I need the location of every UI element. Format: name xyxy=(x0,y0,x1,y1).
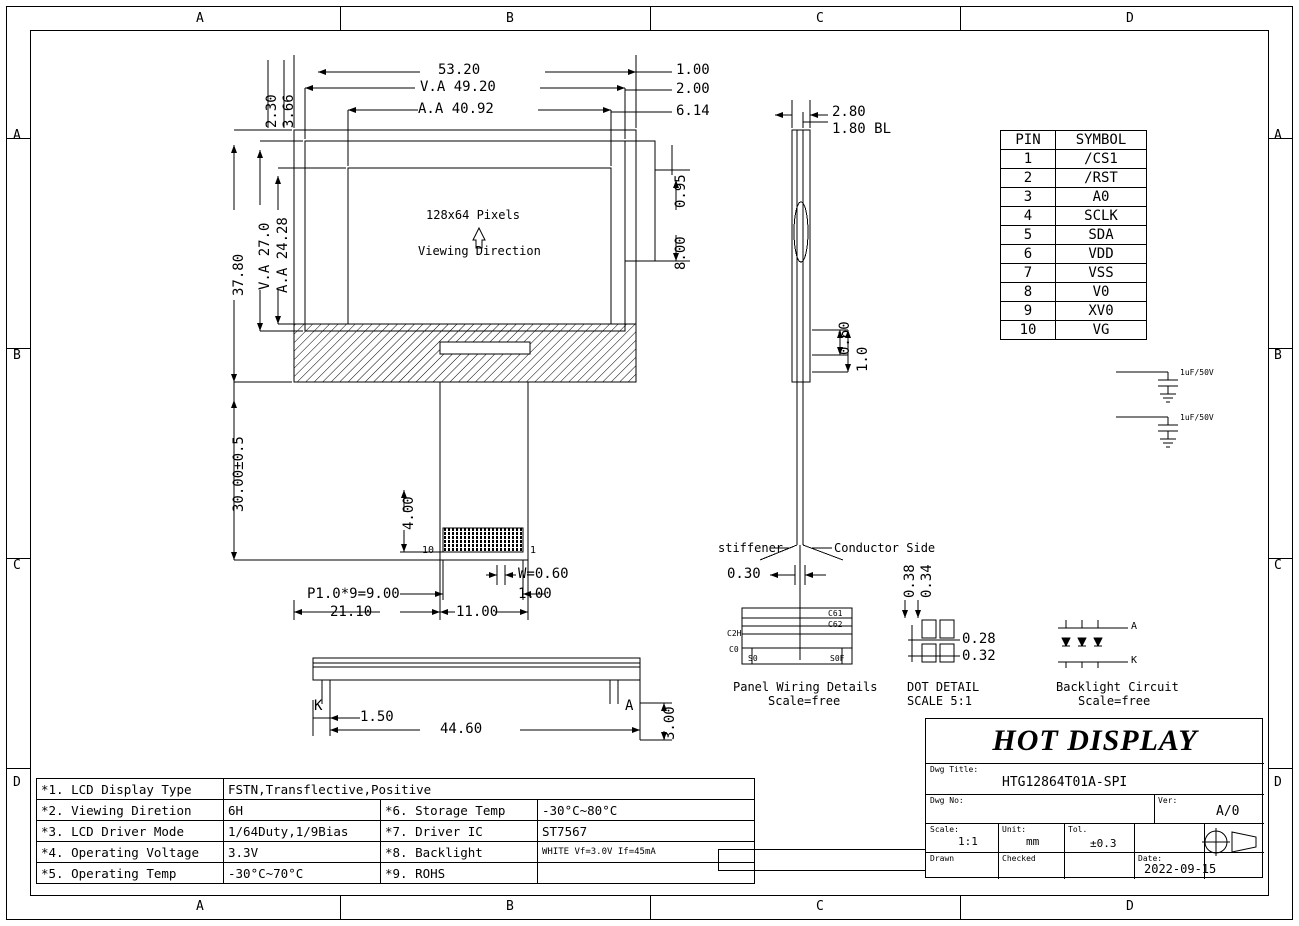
dim-aa-height: A.A 24.28 xyxy=(275,217,291,293)
zone-label-right-c: C xyxy=(1274,558,1282,573)
backlight-anode-label: A xyxy=(1131,621,1138,632)
pin-table-header-pin: PIN xyxy=(1001,131,1056,150)
pin-num: 5 xyxy=(1001,226,1056,245)
zone-label-bottom-a: A xyxy=(196,899,204,914)
dim-aa-width: A.A 40.92 xyxy=(418,101,494,117)
stiffener-label: stiffener xyxy=(718,541,784,555)
zone-label-right-d: D xyxy=(1274,775,1282,790)
pin-table-header-symbol: SYMBOL xyxy=(1056,131,1147,150)
dim-150: 1.50 xyxy=(360,709,394,725)
zone-label-left-a: A xyxy=(13,128,21,143)
pin-num: 6 xyxy=(1001,245,1056,264)
spec-value-5: -30°C~70°C xyxy=(224,863,381,884)
dim-032: 0.32 xyxy=(962,648,996,664)
spec-filler-cell xyxy=(718,849,926,871)
ver-label: Ver: xyxy=(1158,796,1178,805)
spec-value-1: FSTN,Transflective,Positive xyxy=(224,779,755,800)
checked-label: Checked xyxy=(1002,854,1036,863)
pin-num: 4 xyxy=(1001,207,1056,226)
zone-label-bottom-c: C xyxy=(816,899,824,914)
pin-num: 7 xyxy=(1001,264,1056,283)
dot-detail-scale: SCALE 5:1 xyxy=(907,694,973,708)
pin-num: 3 xyxy=(1001,188,1056,207)
dim-overall-height: 37.80 xyxy=(231,253,247,296)
pin-sym: VG xyxy=(1056,321,1147,340)
pin-num: 9 xyxy=(1001,302,1056,321)
zone-label-left-c: C xyxy=(13,558,21,573)
dim-10: 1.0 xyxy=(855,346,871,372)
spec-label-2: *2. Viewing Diretion xyxy=(37,800,224,821)
viewing-direction-label: Viewing Direction xyxy=(418,244,541,258)
panel-wiring-c61: C61 xyxy=(828,609,843,618)
dim-va-width: V.A 49.20 xyxy=(420,79,496,95)
zone-label-top-a: A xyxy=(196,11,204,26)
panel-wiring-s0f: S0F xyxy=(830,654,845,663)
panel-wiring-c2h: C2H xyxy=(727,629,742,638)
dim-034: 0.34 xyxy=(919,564,935,598)
specification-table xyxy=(36,778,755,884)
table-row xyxy=(37,821,755,842)
spec-value-6: -30°C~80°C xyxy=(538,800,755,821)
dim-left-230: 2.30 xyxy=(264,94,280,128)
dim-tail-400: 4.00 xyxy=(401,496,417,530)
spec-label-5: *5. Operating Temp xyxy=(37,863,224,884)
dim-thickness: 2.80 xyxy=(832,104,866,120)
pin-sym: SDA xyxy=(1056,226,1147,245)
spec-value-7: ST7567 xyxy=(538,821,755,842)
backlight-circuit-scale: Scale=free xyxy=(1078,694,1151,708)
pin-sym: VSS xyxy=(1056,264,1147,283)
zone-label-top-b: B xyxy=(506,11,514,26)
projection-symbol xyxy=(926,719,1264,879)
table-row xyxy=(37,863,755,884)
table-row xyxy=(1001,226,1147,245)
dwg-no-label: Dwg No: xyxy=(930,796,964,805)
dim-pitch: P1.0*9=9.00 xyxy=(307,586,400,602)
dim-4460: 44.60 xyxy=(440,721,483,737)
zone-label-right-a: A xyxy=(1274,128,1282,143)
date-label: Date: xyxy=(1138,854,1163,863)
table-row xyxy=(1001,302,1147,321)
dim-2110: 21.10 xyxy=(330,604,373,620)
dwg-title-label: Dwg Title: xyxy=(930,765,979,774)
dim-300: 3.00 xyxy=(662,706,678,740)
spec-value-8: WHITE Vf=3.0V If=45mA xyxy=(538,842,755,863)
table-row xyxy=(37,800,755,821)
dim-028: 0.28 xyxy=(962,631,996,647)
pin-table-header-row xyxy=(1001,131,1147,150)
zone-label-left-d: D xyxy=(13,775,21,790)
panel-wiring-scale: Scale=free xyxy=(768,694,841,708)
cap-label-v0: 1uF/50V xyxy=(1180,368,1214,377)
pin-sym: /RST xyxy=(1056,169,1147,188)
pin-assignment-table xyxy=(1000,130,1147,340)
pin-num: 2 xyxy=(1001,169,1056,188)
spec-value-3: 1/64Duty,1/9Bias xyxy=(224,821,381,842)
pin-sym: /CS1 xyxy=(1056,150,1147,169)
dim-right-800: 8.00 xyxy=(673,236,689,270)
bottom-a-label: A xyxy=(625,698,634,714)
dot-detail-title: DOT DETAIL xyxy=(907,680,980,694)
panel-wiring-c62: C62 xyxy=(828,620,843,629)
table-row xyxy=(1001,321,1147,340)
dim-w: W=0.60 xyxy=(518,566,569,582)
dim-1100: 11.00 xyxy=(456,604,499,620)
spec-label-8: *8. Backlight xyxy=(381,842,538,863)
table-row xyxy=(37,842,755,863)
dim-left-366: 3.66 xyxy=(281,94,297,128)
table-row xyxy=(1001,207,1147,226)
dim-bl: 1.80 BL xyxy=(832,121,892,137)
dim-bottom-height: 30.00±0.5 xyxy=(231,436,247,512)
dim-038: 0.38 xyxy=(902,564,918,598)
table-row xyxy=(37,779,755,800)
table-row xyxy=(1001,245,1147,264)
unit-label: Unit: xyxy=(1002,825,1027,834)
panel-wiring-c0: C0 xyxy=(729,645,739,654)
dim-060: 0.60 xyxy=(837,321,853,355)
table-row xyxy=(1001,169,1147,188)
dim-right-1: 1.00 xyxy=(676,62,710,78)
pin-num: 10 xyxy=(1001,321,1056,340)
spec-value-4: 3.3V xyxy=(224,842,381,863)
zone-label-bottom-b: B xyxy=(506,899,514,914)
scale-label: Scale: xyxy=(930,825,959,834)
pin-sym: VDD xyxy=(1056,245,1147,264)
zone-label-top-c: C xyxy=(816,11,824,26)
spec-value-2: 6H xyxy=(224,800,381,821)
dwg-title-value: HTG12864T01A-SPI xyxy=(1002,775,1128,790)
zone-label-bottom-d: D xyxy=(1126,899,1134,914)
panel-wiring-s0: S0 xyxy=(748,654,758,663)
dim-overall-width: 53.20 xyxy=(438,62,481,78)
table-row xyxy=(1001,264,1147,283)
dim-030: 0.30 xyxy=(727,566,761,582)
tol-value: ±0.3 xyxy=(1090,837,1117,850)
title-block xyxy=(925,718,1263,878)
table-row xyxy=(1001,283,1147,302)
pin-sym: XV0 xyxy=(1056,302,1147,321)
pin-sym: A0 xyxy=(1056,188,1147,207)
unit-value: mm xyxy=(1026,835,1040,848)
scale-value: 1:1 xyxy=(958,835,978,848)
table-row xyxy=(1001,188,1147,207)
spec-label-3: *3. LCD Driver Mode xyxy=(37,821,224,842)
dim-right-3: 6.14 xyxy=(676,103,710,119)
panel-wiring-title: Panel Wiring Details xyxy=(733,680,878,694)
spec-label-1: *1. LCD Display Type xyxy=(37,779,224,800)
fpc-pin-10-label: 10 xyxy=(422,545,435,556)
tol-label: Tol. xyxy=(1068,825,1088,834)
drawn-label: Drawn xyxy=(930,854,955,863)
backlight-cathode-label: K xyxy=(1131,655,1138,666)
pin-sym: V0 xyxy=(1056,283,1147,302)
zone-label-right-b: B xyxy=(1274,348,1282,363)
pin-sym: SCLK xyxy=(1056,207,1147,226)
pin-num: 1 xyxy=(1001,150,1056,169)
bottom-k-label: K xyxy=(314,698,323,714)
zone-label-top-d: D xyxy=(1126,11,1134,26)
zone-label-left-b: B xyxy=(13,348,21,363)
date-value: 2022-09-15 xyxy=(1144,862,1217,876)
cap-label-vg: 1uF/50V xyxy=(1180,413,1214,422)
table-row xyxy=(1001,150,1147,169)
screen-pixels-label: 128x64 Pixels xyxy=(426,208,520,222)
spec-label-4: *4. Operating Voltage xyxy=(37,842,224,863)
spec-label-9: *9. ROHS xyxy=(381,863,538,884)
company-logo-text: HOT DISPLAY xyxy=(992,724,1198,757)
dim-right-095: 0.95 xyxy=(673,174,689,208)
conductor-side-label: Conductor Side xyxy=(834,541,936,555)
backlight-circuit-title: Backlight Circuit xyxy=(1056,680,1179,694)
spec-label-6: *6. Storage Temp xyxy=(381,800,538,821)
fpc-pin-1-label: 1 xyxy=(530,545,537,556)
pin-num: 8 xyxy=(1001,283,1056,302)
dim-right-2: 2.00 xyxy=(676,81,710,97)
spec-label-7: *7. Driver IC xyxy=(381,821,538,842)
dim-one: 1.00 xyxy=(518,586,552,602)
ver-value: A/0 xyxy=(1216,804,1240,819)
dim-va-height: V.A 27.0 xyxy=(257,222,273,290)
